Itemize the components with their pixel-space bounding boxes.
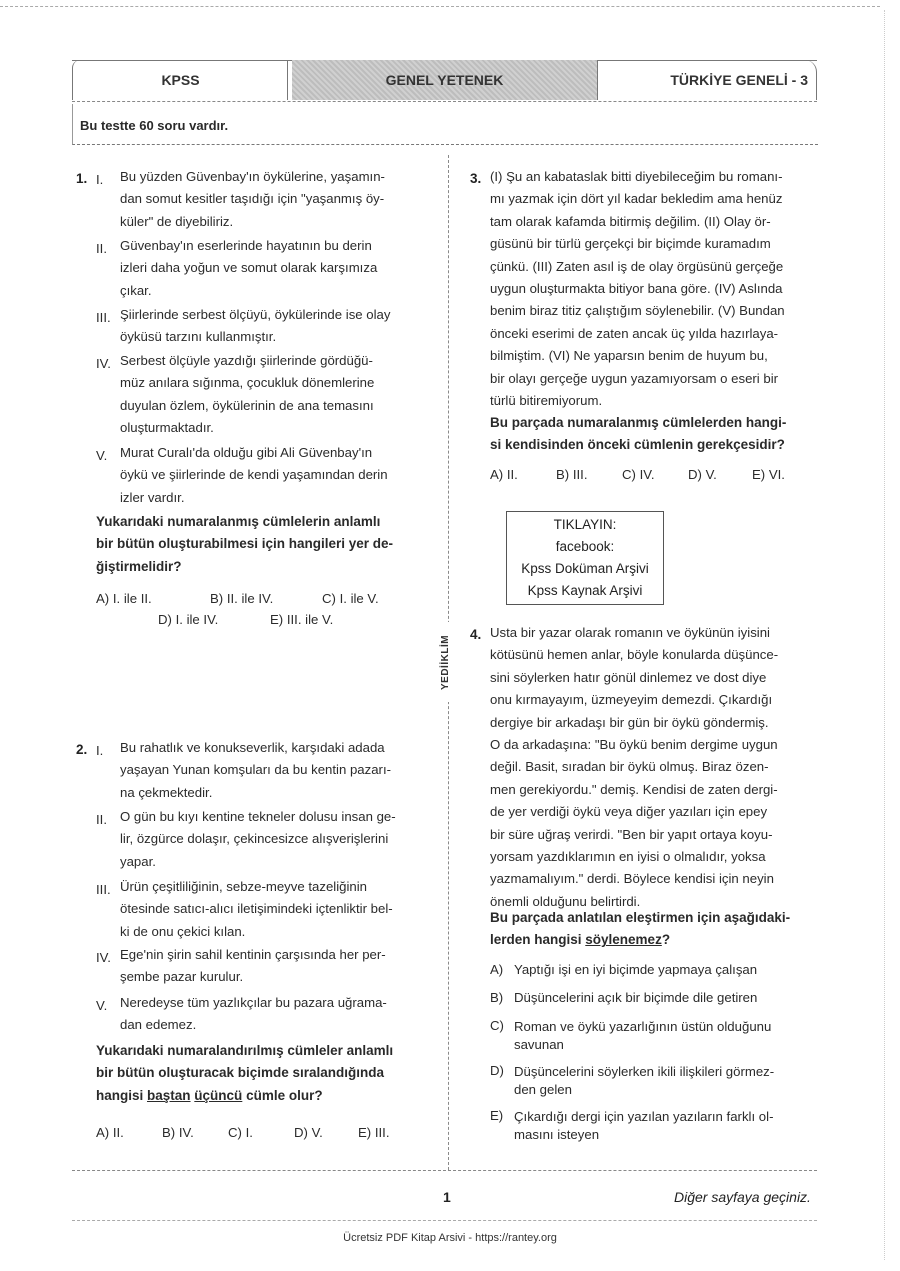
option-a[interactable]: A) I. ile II. xyxy=(96,591,152,606)
option-c[interactable]: C) IV. xyxy=(622,467,655,482)
option-b[interactable]: B) IV. xyxy=(162,1125,194,1140)
roman-numeral: II. xyxy=(96,241,107,256)
header-divider xyxy=(287,60,288,100)
statement-3: Ürün çeşitliliğinin, sebze-meyve tazeliğinin ötesinde satıcı-alıcı iletişimindeki içtenliktir bel- ki de onu çekici kılan. xyxy=(120,879,393,939)
option-e[interactable]: E) III. xyxy=(358,1125,390,1140)
passage: (I) Şu an kabataslak bitti diyebileceğim bu romanı- mı yazmak için dört yıl kadar bekledim ama henüz tam olarak kafamda bitirmiş değilim. (II) Olay ör- güsünü bir türlü gerçekçi bir biçimde kuramadım çünkü. (III) Zaten asıl iş de olay örgüsünü gerçeğe uygun oluşturmakta bitiyor bana göre. (IV) Aslında benim biraz titiz çalıştığım söylenebilir. (V) Bundan önceki eserimi de zaten ancak üç yılda hazırlaya- bilmiştim. (VI) Ne yaparsın benim de huyum bu, bir olayı gerçeğe uygun yazamıyorsam o eseri bir türlü bitiremiyorum. xyxy=(490,169,785,409)
statement-4: Serbest ölçüyle yazdığı şiirlerinde gördüğü- müz anılara sığınma, çocukluk dönemlerine duyulan özlem, öykülerinin de ana temasını oluşturmaktadır. xyxy=(120,353,375,436)
option-c-letter[interactable]: C) xyxy=(490,1018,504,1033)
promo-box: TIKLAYIN: facebook: Kpss Doküman Arşivi Kpss Kaynak Arşivi xyxy=(506,511,664,605)
option-c[interactable]: C) I. ile V. xyxy=(322,591,379,606)
option-e[interactable]: E) VI. xyxy=(752,467,785,482)
option-d[interactable]: D) V. xyxy=(688,467,717,482)
source-footer: Ücretsiz PDF Kitap Arsivi - https://rantey.org xyxy=(343,1232,557,1244)
roman-numeral: III. xyxy=(96,310,111,325)
emphasis-underline: üçüncü xyxy=(194,1087,243,1103)
question-number: 2. xyxy=(76,742,88,757)
option-b[interactable]: B) II. ile IV. xyxy=(210,591,274,606)
header-divider xyxy=(597,60,598,100)
next-page-note: Diğer sayfaya geçiniz. xyxy=(674,1189,811,1205)
roman-numeral: III. xyxy=(96,882,111,897)
statement-5: Murat Curalı'da olduğu gibi Ali Güvenbay'ın öykü ve şiirlerinde de kendi yaşamından derin izler vardır. xyxy=(120,445,388,505)
option-c[interactable]: C) I. xyxy=(228,1125,253,1140)
option-d[interactable]: Düşüncelerini söylerken ikili ilişkileri görmez- den gelen xyxy=(514,1064,775,1097)
question-number: 1. xyxy=(76,171,88,186)
statement-2: Güvenbay'ın eserlerinde hayatının bu derin izleri daha yoğun ve somut olarak karşımıza çıkar. xyxy=(120,238,378,298)
statement-1: Bu rahatlık ve konukseverlik, karşıdaki adada yaşayan Yunan komşuları da bu kentin pazarı- na çekmektedir. xyxy=(120,740,391,800)
option-d[interactable]: D) V. xyxy=(294,1125,323,1140)
statement-1: Bu yüzden Güvenbay'ın öykülerine, yaşamın- dan somut kesitler taşıdığı için "yaşanmış öy- küler" de diyebiliriz. xyxy=(120,169,385,229)
roman-numeral: II. xyxy=(96,812,107,827)
question-stem: Yukarıdaki numaralanmış cümlelerin anlamlı bir bütün oluşturabilmesi için hangileri yer de- ğiştirmelidir? xyxy=(96,514,394,574)
option-e-letter[interactable]: E) xyxy=(490,1108,504,1123)
question-number: 3. xyxy=(470,171,482,186)
option-b-letter[interactable]: B) xyxy=(490,990,504,1005)
statement-3: Şiirlerinde serbest ölçüyü, öykülerinde ise olay öyküsü tarzını kullanmıştır. xyxy=(120,307,391,345)
passage: Usta bir yazar olarak romanın ve öykünün iyisini kötüsünü hemen anlar, böyle konularda düşünce- sini söylerken hatır gönül dinlemez ve dost diye onu kırmayayım, üzmeyeyim demezdi. Çıkardığı dergiye bir arkadaşı bir gün bir öykü göndermiş. O da arkadaşına: "Bu öykü benim dergime uygun değil. Basit, sıradan bir öykü olmuş. Biraz özen- men gerekiyordu." demiş. Kendisi de zaten dergi- de yer verdiği öykü veya diğer yazıları için epey bir süre uğraş verirdi. "Ben bir yapıt ortaya koyu- yorsam yazdıklarımın en iyisi o olmalıdır, yoksa yazmamalıyım." derdi. Böylece kendisi için neyin önemli olduğunu belirtirdi. xyxy=(490,625,779,909)
header-exam-name: KPSS xyxy=(72,60,288,100)
question-stem: Bu parçada numaralanmış cümlelerden hangi- si kendisinden önceki cümlenin gerekçesidir? xyxy=(490,415,787,453)
question-number: 4. xyxy=(470,627,482,642)
option-a[interactable]: A) II. xyxy=(96,1125,124,1140)
page-number: 1 xyxy=(443,1189,451,1205)
header-section-name: GENEL YETENEK xyxy=(292,60,597,100)
option-c[interactable]: Roman ve öykü yazarlığının üstün olduğunu savunan xyxy=(514,1019,772,1052)
statement-5: Neredeyse tüm yazlıkçılar bu pazara uğrama- dan edemez. xyxy=(120,995,387,1033)
option-b[interactable]: B) III. xyxy=(556,467,588,482)
scan-edge xyxy=(884,10,895,1260)
top-border xyxy=(0,6,880,7)
roman-numeral: I. xyxy=(96,743,104,758)
roman-numeral: IV. xyxy=(96,356,111,371)
question-stem: Yukarıdaki numaralandırılmış cümleler anlamlı bir bütün oluşturacak biçimde sıralandığında hangisi baştan üçüncü cümle olur? xyxy=(96,1043,394,1103)
option-d-letter[interactable]: D) xyxy=(490,1063,504,1078)
option-a-letter[interactable]: A) xyxy=(490,962,504,977)
statement-2: O gün bu kıyı kentine tekneler dolusu insan ge- lir, özgürce dolaşır, çekincesizce alışverişlerini yapar. xyxy=(120,809,396,869)
statement-4: Ege'nin şirin sahil kentinin çarşısında her per- şembe pazar kurulur. xyxy=(120,947,386,985)
option-e[interactable]: E) III. ile V. xyxy=(270,612,334,627)
publisher-mark: YEDİİKLİM xyxy=(440,622,454,702)
option-a[interactable]: A) II. xyxy=(490,467,518,482)
test-note: Bu testte 60 soru vardır. xyxy=(80,118,229,133)
option-e[interactable]: Çıkardığı dergi için yazılan yazıların farklı ol- masını isteyen xyxy=(514,1109,774,1142)
roman-numeral: IV. xyxy=(96,950,111,965)
option-d[interactable]: D) I. ile IV. xyxy=(158,612,219,627)
question-stem: Bu parçada anlatılan eleştirmen için aşağıdaki- lerden hangisi söylenemez? xyxy=(490,910,791,948)
footer-divider xyxy=(72,1220,817,1221)
roman-numeral: V. xyxy=(96,998,108,1013)
emphasis-underline: söylenemez xyxy=(585,932,662,948)
header-exam-title: TÜRKİYE GENELİ - 3 xyxy=(602,60,817,100)
emphasis-underline: baştan xyxy=(147,1087,191,1103)
roman-numeral: I. xyxy=(96,172,104,187)
footer-rule xyxy=(72,1170,817,1171)
option-a[interactable]: Yaptığı işi en iyi biçimde yapmaya çalışan xyxy=(514,962,758,977)
option-b[interactable]: Düşüncelerini açık bir biçimde dile getiren xyxy=(514,990,758,1005)
roman-numeral: V. xyxy=(96,448,108,463)
